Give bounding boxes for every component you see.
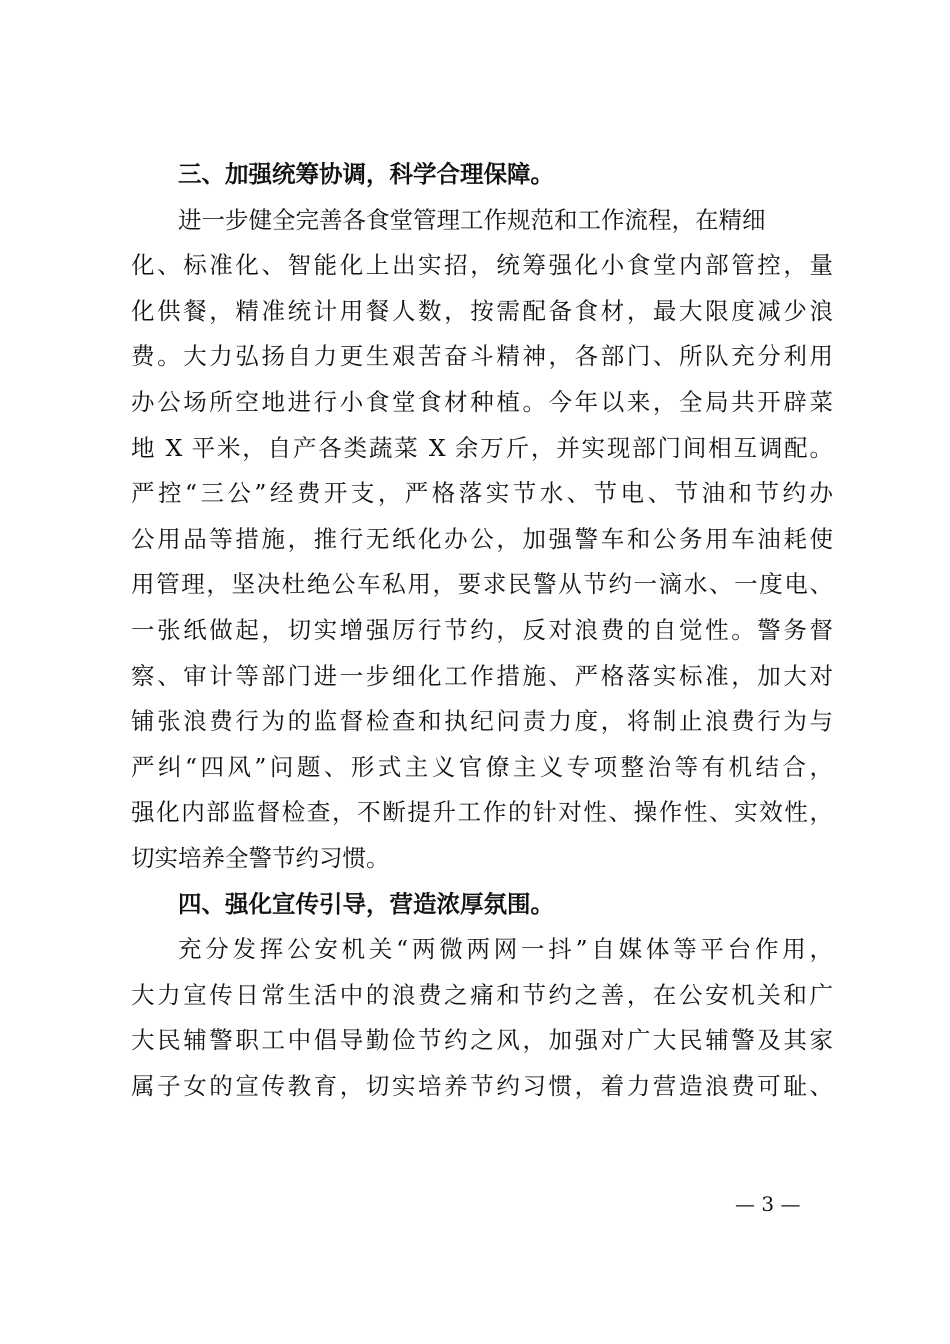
document-body — [131, 152, 833, 1109]
paragraph-line: 化供餐，精准统计用餐人数，按需配备食材，最大限度减少浪 — [131, 296, 833, 325]
paragraph-line: 充分发挥公安机关“两微两网一抖”自媒体等平台作用， — [178, 935, 833, 964]
paragraph-line: 强化内部监督检查，不断提升工作的针对性、操作性、实效性， — [131, 798, 833, 827]
paragraph-line: 切实培养全警节约习惯。 — [131, 843, 390, 872]
page-number: — 3 — — [735, 1192, 801, 1216]
paragraph-line: 化、标准化、智能化上出实招，统筹强化小食堂内部管控，量 — [131, 251, 833, 280]
paragraph-line: 大民辅警职工中倡导勤俭节约之风，加强对广大民辅警及其家 — [131, 1026, 833, 1055]
section-3-heading: 三、加强统筹协调，科学合理保障。 — [178, 160, 554, 188]
paragraph-line: 察、审计等部门进一步细化工作措施、严格落实标准，加大对 — [131, 661, 833, 690]
paragraph-line: 公用品等措施，推行无纸化办公，加强警车和公务用车油耗使 — [131, 524, 833, 553]
paragraph-line: 严控“三公”经费开支，严格落实节水、节电、节油和节约办 — [131, 479, 833, 508]
paragraph-line: 地 X 平米，自产各类蔬菜 X 余万斤，并实现部门间相互调配。 — [131, 433, 833, 462]
paragraph-line: 进一步健全完善各食堂管理工作规范和工作流程，在精细 — [178, 205, 766, 234]
section-3-paragraph — [131, 198, 833, 882]
paragraph-line: 用管理，坚决杜绝公车私用，要求民警从节约一滴水、一度电、 — [131, 570, 833, 599]
paragraph-line: 费。大力弘扬自力更生艰苦奋斗精神，各部门、所队充分利用 — [131, 342, 833, 371]
paragraph-line: 属子女的宣传教育，切实培养节约习惯，着力营造浪费可耻、 — [131, 1071, 833, 1100]
paragraph-line: 严纠“四风”问题、形式主义官僚主义专项整治等有机结合， — [131, 752, 833, 781]
section-4-heading: 四、强化宣传引导，营造浓厚氛围。 — [178, 889, 554, 918]
section-4-paragraph — [131, 927, 833, 1109]
paragraph-line: 铺张浪费行为的监督检查和执纪问责力度，将制止浪费行为与 — [131, 707, 833, 736]
paragraph-line: 一张纸做起，切实增强厉行节约，反对浪费的自觉性。警务督 — [131, 615, 833, 644]
paragraph-line: 大力宣传日常生活中的浪费之痛和节约之善，在公安机关和广 — [131, 980, 833, 1009]
paragraph-line: 办公场所空地进行小食堂食材种植。今年以来，全局共开辟菜 — [131, 387, 833, 416]
